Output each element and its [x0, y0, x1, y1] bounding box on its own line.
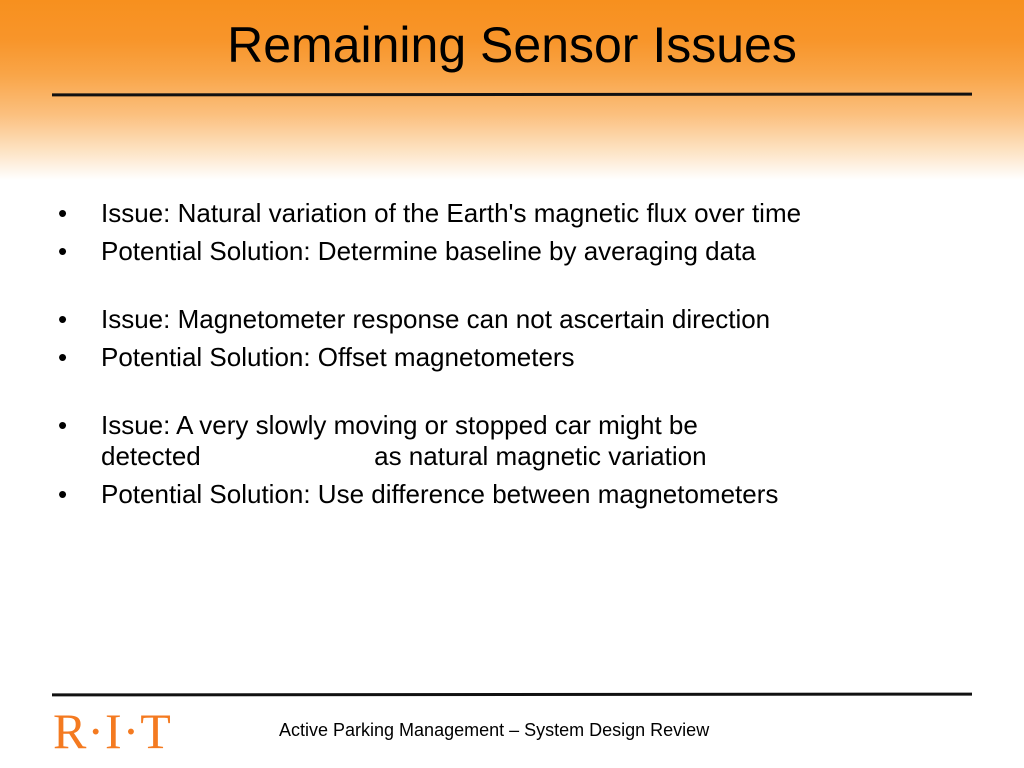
bullet-item: [58, 342, 978, 373]
bullet-icon: •: [58, 342, 68, 372]
bullet-item: [58, 198, 978, 229]
footer-text: Active Parking Management – System Design Review: [279, 720, 710, 740]
bullet-icon: •: [58, 304, 68, 334]
bullet-item: [58, 479, 978, 510]
bullet-text: [101, 410, 707, 471]
bullet-icon: •: [58, 479, 68, 509]
bullet-text: Potential Solution: Offset magnetometers: [101, 342, 575, 372]
bullet-icon: •: [58, 410, 68, 440]
bullet-text: Issue: Natural variation of the Earth's magnetic flux over time: [101, 198, 802, 228]
bullet-icon: •: [58, 236, 68, 266]
bullet-text: Issue: Magnetometer response can not ascertain direction: [101, 304, 771, 334]
bullet-text-continuation: as natural magnetic variation: [374, 441, 707, 471]
bullet-text-line: Issue: A very slowly moving or stopped car might be detected: [101, 410, 698, 471]
bullet-item: [58, 410, 978, 472]
slide-title: Remaining Sensor Issues: [227, 17, 797, 73]
bullet-item: [58, 236, 978, 267]
bullet-text: Potential Solution: Determine baseline by averaging data: [101, 236, 756, 266]
footer-divider: [52, 693, 972, 697]
bullet-icon: •: [58, 198, 68, 228]
rit-logo: R·I·T: [53, 703, 172, 759]
bullet-item: [58, 304, 978, 335]
bullet-text: Potential Solution: Use difference between magnetometers: [101, 479, 779, 509]
bullet-list: [58, 198, 978, 517]
